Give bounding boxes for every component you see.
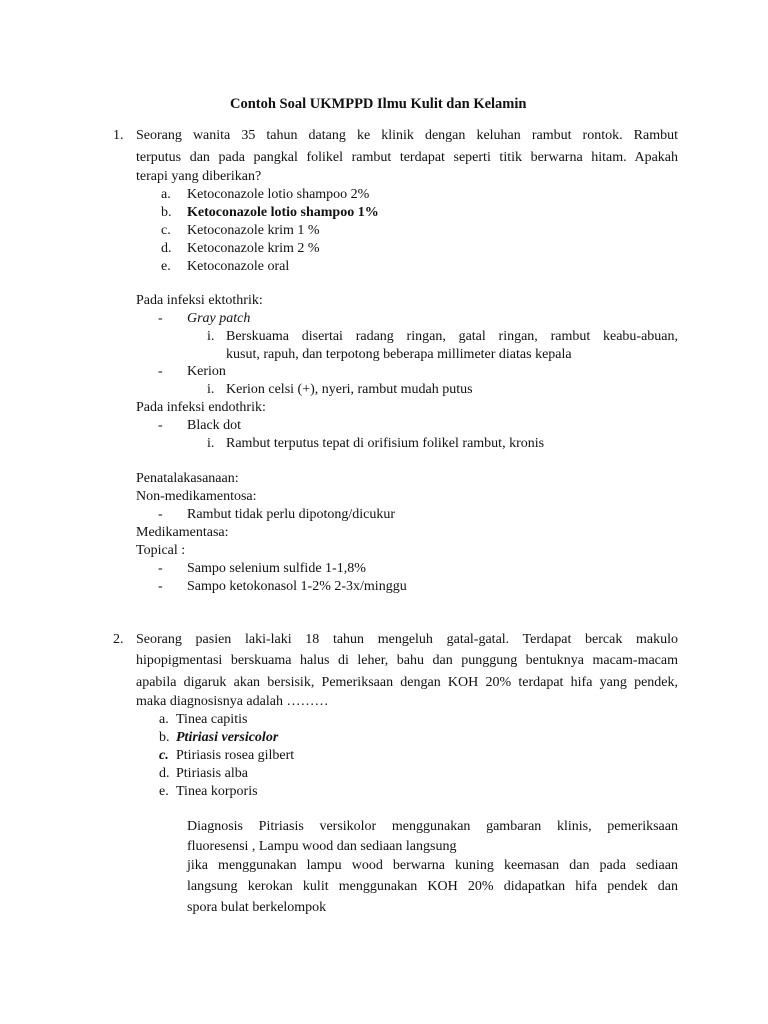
topical-heading: Topical :	[136, 543, 186, 558]
explanation-line: langsung kerokan kulit menggunakan KOH 20% didapatkan hifa pendek dan	[187, 879, 678, 894]
option-text: Ketoconazole krim 2 %	[187, 241, 320, 256]
option-text-correct: Ketoconazole lotio shampoo 1%	[187, 205, 379, 220]
kerion-label: Kerion	[187, 364, 226, 379]
option-text: Ptiriasis alba	[176, 766, 248, 781]
question-1-number: 1.	[113, 128, 124, 143]
topical-item: Sampo ketokonasol 1-2% 2-3x/minggu	[187, 579, 407, 594]
question-2-line: hipopigmentasi berskuama halus di leher, bahu dan punggung bentuknya macam-macam	[136, 653, 678, 668]
option-text-correct: Ptiriasi versicolor	[176, 730, 279, 745]
question-2-number: 2.	[113, 632, 124, 647]
option-text: Ketoconazole lotio shampoo 2%	[187, 187, 370, 202]
option-text: Ptiriasis rosea gilbert	[176, 748, 295, 763]
option-text: Ketoconazole krim 1 %	[187, 223, 320, 238]
bullet-dash: -	[158, 418, 163, 433]
question-2-line: apabila digaruk akan bersisik, Pemeriksaan dengan KOH 20% terdapat hifa yang pendek,	[136, 675, 678, 690]
roman-marker: i.	[207, 382, 215, 397]
option-letter: c.	[159, 748, 169, 763]
roman-marker: i.	[207, 329, 215, 344]
option-letter: d.	[159, 766, 170, 781]
gray-patch-desc: kusut, rapuh, dan terpotong beberapa millimeter diatas kepala	[226, 347, 572, 362]
option-letter: d.	[161, 241, 172, 256]
bullet-dash: -	[158, 579, 163, 594]
explanation-line: jika menggunakan lampu wood berwarna kuning keemasan dan pada sediaan	[187, 858, 678, 873]
ecto-heading: Pada infeksi ektothrik:	[136, 293, 263, 308]
treatment-heading: Penatalakasanaan:	[136, 471, 239, 486]
option-letter: a.	[161, 187, 171, 202]
endo-heading: Pada infeksi endothrik:	[136, 400, 266, 415]
option-letter: e.	[161, 259, 171, 274]
question-1-line: terputus dan pada pangkal folikel rambut terdapat seperti titik berwarna hitam. Apakah	[136, 150, 678, 165]
black-dot-desc: Rambut terputus tepat di orifisium folikel rambut, kronis	[226, 436, 545, 451]
explanation-line: fluoresensi , Lampu wood dan sediaan langsung	[187, 839, 457, 854]
option-letter: e.	[159, 784, 169, 799]
explanation-line: Diagnosis Pitriasis versikolor menggunakan gambaran klinis, pemeriksaan	[187, 819, 678, 834]
question-2-line: maka diagnosisnya adalah ………	[136, 694, 329, 709]
non-med-item: Rambut tidak perlu dipotong/dicukur	[187, 507, 396, 522]
non-med-heading: Non-medikamentosa:	[136, 489, 257, 504]
option-text: Tinea capitis	[176, 712, 248, 727]
kerion-desc: Kerion celsi (+), nyeri, rambut mudah putus	[226, 382, 473, 397]
question-1-line: terapi yang diberikan?	[136, 169, 262, 184]
roman-marker: i.	[207, 436, 215, 451]
gray-patch-desc: Berskuama disertai radang ringan, gatal ringan, rambut keabu-abuan,	[226, 329, 678, 344]
option-letter: b.	[161, 205, 172, 220]
gray-patch-label: Gray patch	[187, 311, 251, 326]
bullet-dash: -	[158, 364, 163, 379]
bullet-dash: -	[158, 311, 163, 326]
option-letter: a.	[159, 712, 169, 727]
page-title: Contoh Soal UKMPPD Ilmu Kulit dan Kelamin	[230, 96, 527, 112]
bullet-dash: -	[158, 507, 163, 522]
option-text: Ketoconazole oral	[187, 259, 290, 274]
explanation-line: spora bulat berkelompok	[187, 900, 327, 915]
question-2-line: Seorang pasien laki-laki 18 tahun mengeluh gatal-gatal. Terdapat bercak makulo	[136, 632, 678, 647]
black-dot-label: Black dot	[187, 418, 242, 433]
option-letter: c.	[161, 223, 171, 238]
topical-item: Sampo selenium sulfide 1-1,8%	[187, 561, 366, 576]
option-letter: b.	[159, 730, 170, 745]
bullet-dash: -	[158, 561, 163, 576]
option-text: Tinea korporis	[176, 784, 258, 799]
med-heading: Medikamentasa:	[136, 525, 229, 540]
question-1-line: Seorang wanita 35 tahun datang ke klinik dengan keluhan rambut rontok. Rambut	[136, 128, 678, 143]
